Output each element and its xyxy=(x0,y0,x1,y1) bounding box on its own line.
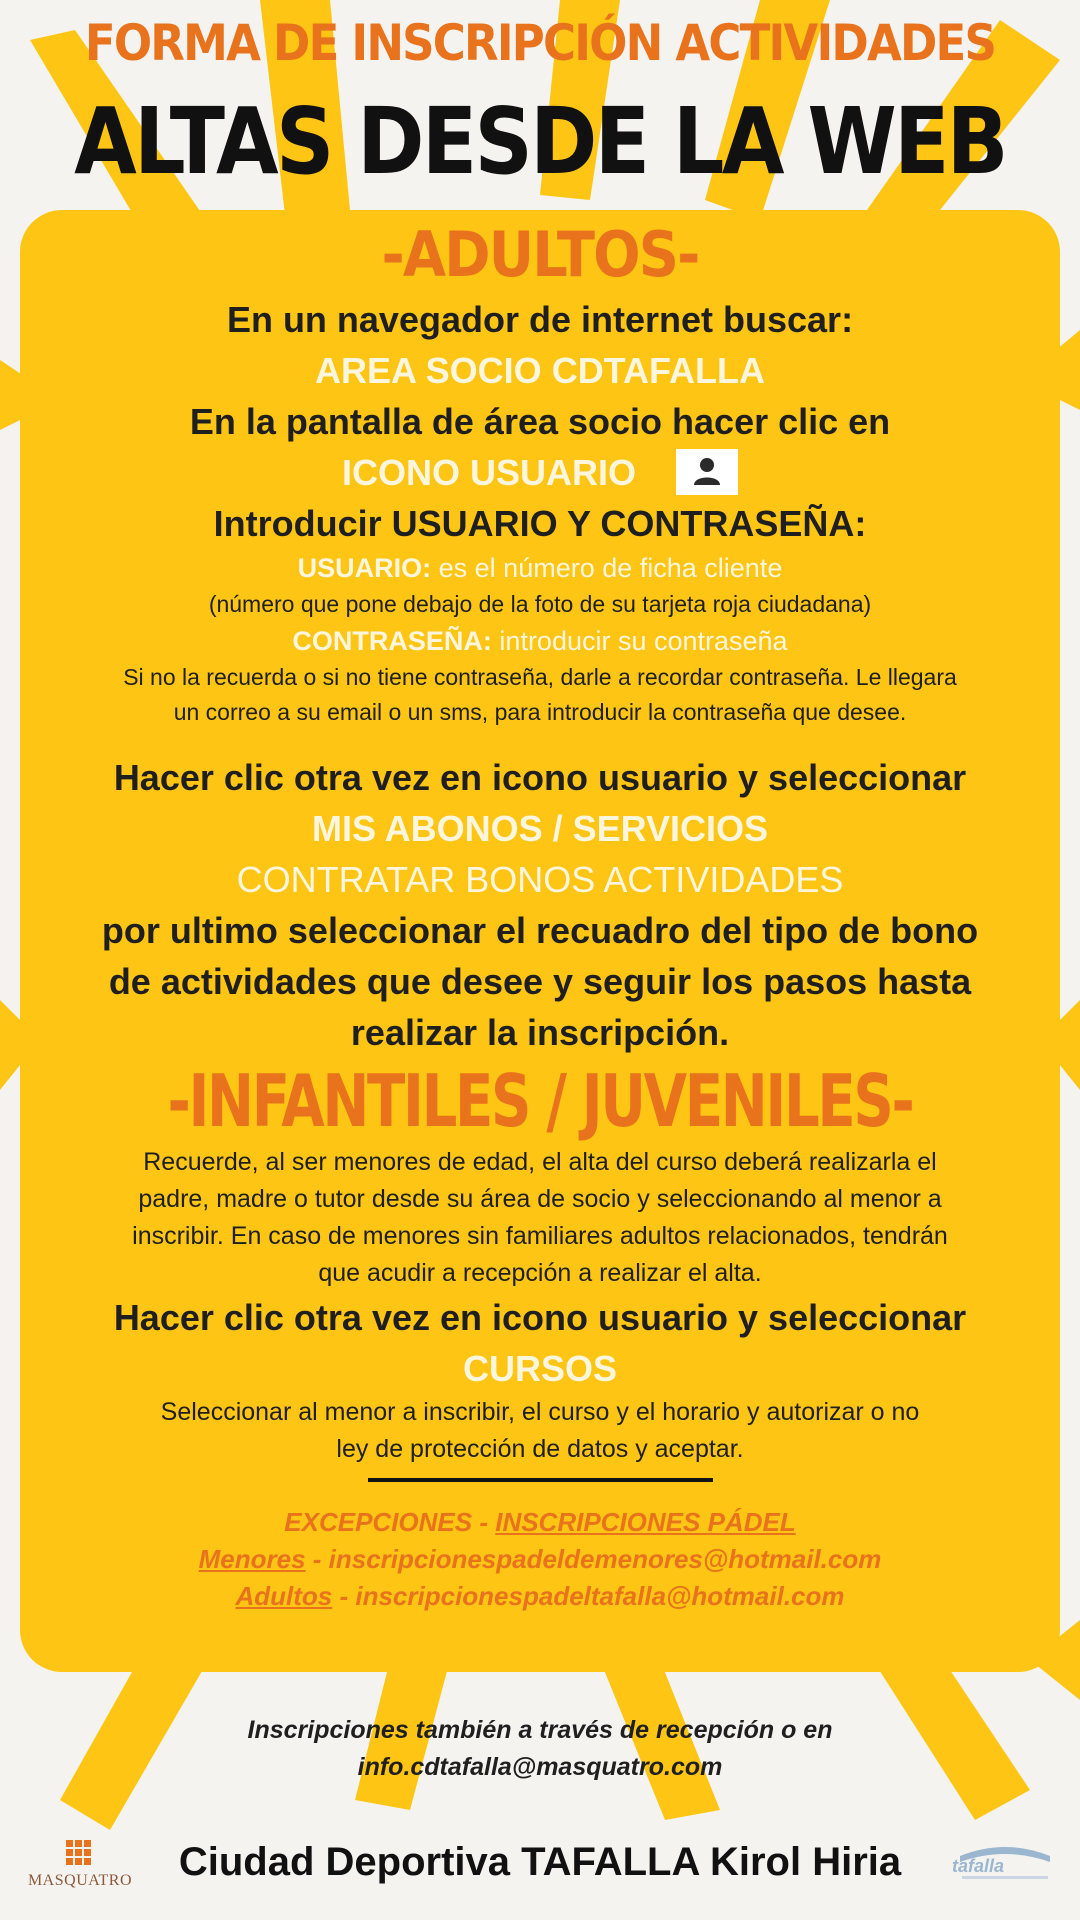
adultos-link[interactable]: Adultos xyxy=(235,1581,333,1612)
final-line-1: por ultimo seleccionar el recuadro del tipo de bono xyxy=(101,910,979,952)
usuario-line xyxy=(20,549,1060,587)
select-line-2: ley de protección de datos y aceptar. xyxy=(336,1435,744,1464)
adultos-heading: -ADULTOS- xyxy=(381,218,699,291)
infantiles-para-1: Recuerde, al ser menores de edad, el alta del curso deberá realizarla el xyxy=(143,1148,937,1177)
user-icon xyxy=(676,449,738,495)
infantiles-para-2: padre, madre o tutor desde su área de socio y seleccionando al menor a xyxy=(138,1185,942,1214)
final-line-3: realizar la inscripción. xyxy=(350,1012,730,1054)
step-credentials: Introducir USUARIO Y CONTRASEÑA: xyxy=(213,503,867,545)
reception-email[interactable]: info.cdtafalla@masquatro.com xyxy=(357,1753,723,1781)
padel-link[interactable]: INSCRIPCIONES PÁDEL xyxy=(495,1507,796,1538)
mis-abonos-value: MIS ABONOS / SERVICIOS xyxy=(311,808,769,850)
reception-note-line-1: Inscripciones también a través de recepción o en xyxy=(247,1716,833,1744)
instructions-content xyxy=(20,210,1060,1615)
tafalla-logo-text: tafalla xyxy=(952,1856,1005,1876)
usuario-note: (número que pone debajo de la foto de su tarjeta roja ciudadana) xyxy=(208,591,872,618)
step-select-abonos: Hacer clic otra vez en icono usuario y seleccionar xyxy=(113,757,967,799)
menores-link[interactable]: Menores xyxy=(198,1544,306,1575)
step-search: En un navegador de internet buscar: xyxy=(226,299,854,340)
usuario-label: USUARIO: xyxy=(297,553,432,584)
section-divider xyxy=(368,1478,713,1482)
contrasena-line xyxy=(20,622,1060,660)
adultos-email[interactable]: - inscripcionespadeltafalla@hotmail.com xyxy=(332,1581,845,1612)
contrasena-text: introducir su contraseña xyxy=(491,626,788,657)
usuario-text: es el número de ficha cliente xyxy=(431,553,783,584)
recordar-line-2: un correo a su email o un sms, para introducir la contraseña que desee. xyxy=(173,699,907,726)
step-select-cursos: Hacer clic otra vez en icono usuario y seleccionar xyxy=(113,1297,967,1339)
infantiles-para-3: inscribir. En caso de menores sin familiares adultos relacionados, tendrán xyxy=(132,1222,948,1251)
menores-email[interactable]: - inscripcionespadeldemenores@hotmail.com xyxy=(305,1544,882,1575)
recordar-line-1: Si no la recuerda o si no tiene contraseña, darle a recordar contraseña. Le llegara xyxy=(123,664,957,691)
icono-usuario-value: ICONO USUARIO xyxy=(341,452,636,493)
reception-note xyxy=(0,1712,1080,1786)
infantiles-para-4: que acudir a recepción a realizar el alta. xyxy=(318,1259,762,1288)
excepciones-prefix: EXCEPCIONES - xyxy=(284,1507,496,1538)
step-click-icon: En la pantalla de área socio hacer clic en xyxy=(189,401,891,442)
contratar-bonos-value: CONTRATAR BONOS ACTIVIDADES xyxy=(236,859,844,901)
form-heading: FORMA DE INSCRIPCIÓN ACTIVIDADES xyxy=(84,14,996,72)
footer-title: Ciudad Deportiva TAFALLA Kirol Hiria xyxy=(178,1840,902,1884)
masquatro-logo-text: MASQUATRO xyxy=(27,1872,133,1889)
area-socio-value: AREA SOCIO CDTAFALLA xyxy=(315,350,765,391)
page-title: ALTAS DESDE LA WEB xyxy=(74,88,1006,195)
cursos-value: CURSOS xyxy=(462,1348,618,1390)
adultos-line xyxy=(20,1578,1060,1615)
menores-line xyxy=(20,1541,1060,1578)
icono-usuario-line xyxy=(20,447,1060,498)
excepciones-line xyxy=(20,1504,1060,1541)
contrasena-label: CONTRASEÑA: xyxy=(292,626,492,657)
infantiles-heading: -INFANTILES / JUVENILES- xyxy=(167,1059,913,1144)
select-line-1: Seleccionar al menor a inscribir, el curso y el horario y autorizar o no xyxy=(160,1398,920,1427)
final-line-2: de actividades que desee y seguir los pasos hasta xyxy=(108,961,972,1003)
